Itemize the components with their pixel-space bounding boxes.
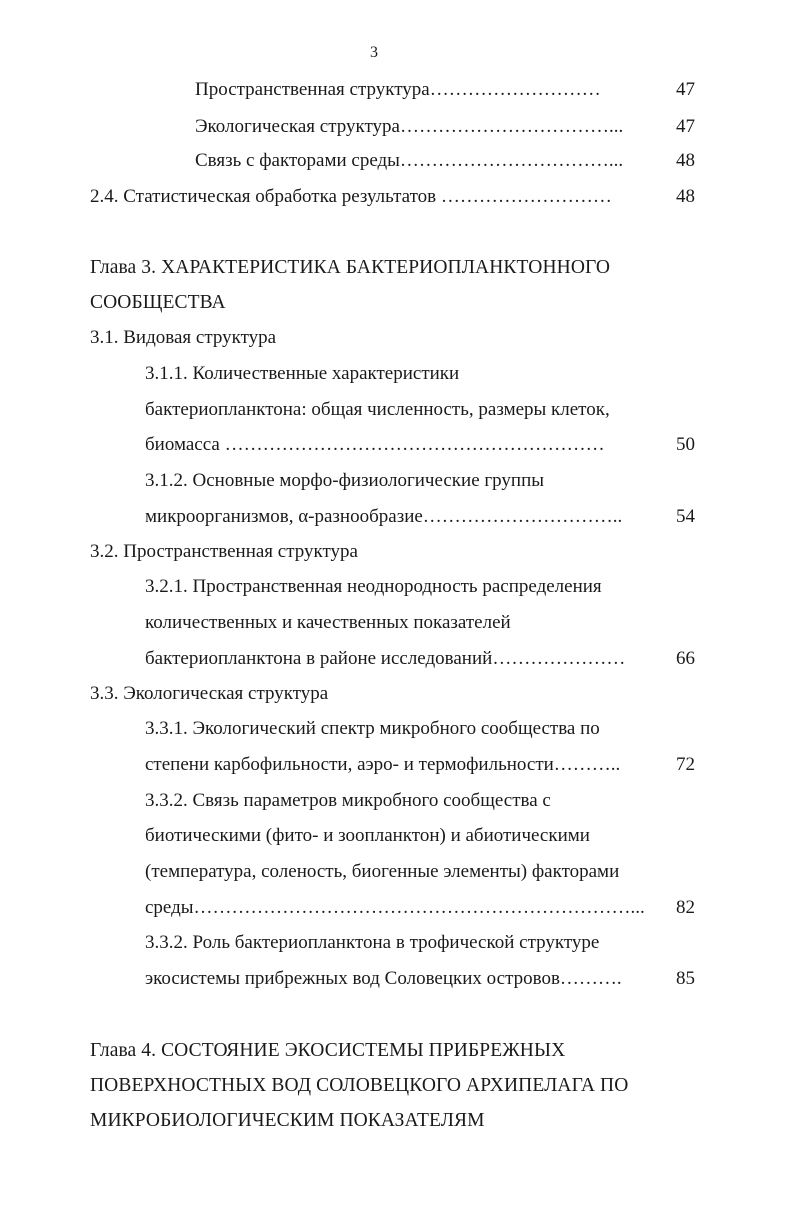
- entry-3-3-2-line2: биотическими (фито- и зоопланктон) и абиотическими: [145, 825, 590, 846]
- entry-3-3-1-line2: степени карбофильности, аэро- и термофильности………..: [145, 754, 621, 775]
- toc-entry-spatial-structure: Пространственная структура………………………: [195, 79, 601, 100]
- toc-page-number: 54: [676, 506, 695, 527]
- entry-3-2-1-line1: 3.2.1. Пространственная неоднородность распределения: [145, 576, 602, 597]
- chapter3-title-line1: Глава 3. ХАРАКТЕРИСТИКА БАКТЕРИОПЛАНКТОННОГО: [90, 257, 611, 278]
- toc-entry-environment-factors: Связь с факторами среды……………………………...: [195, 150, 624, 171]
- entry-3-3-2b-line1: 3.3.2. Роль бактериопланктона в трофической структуре: [145, 932, 600, 953]
- toc-page-number: 85: [676, 968, 695, 989]
- chapter4-title-line3: МИКРОБИОЛОГИЧЕСКИМ ПОКАЗАТЕЛЯМ: [90, 1110, 485, 1131]
- entry-3-2-1-line3: бактериопланктона в районе исследований…………………: [145, 648, 626, 669]
- entry-3-1-1-line3: биомасса ……………………………………………………: [145, 434, 605, 455]
- section-3-3-heading: 3.3. Экологическая структура: [90, 683, 329, 704]
- toc-entry-2-4: 2.4. Статистическая обработка результатов ………………………: [90, 186, 612, 207]
- entry-3-3-1-line1: 3.3.1. Экологический спектр микробного сообщества по: [145, 718, 600, 739]
- toc-page-number: 66: [676, 648, 695, 669]
- chapter4-title-line2: ПОВЕРХНОСТНЫХ ВОД СОЛОВЕЦКОГО АРХИПЕЛАГА ПО: [90, 1075, 629, 1096]
- toc-page-number: 47: [676, 116, 695, 137]
- toc-page-number: 50: [676, 434, 695, 455]
- entry-3-3-2-line1: 3.3.2. Связь параметров микробного сообщества с: [145, 790, 551, 811]
- page-number: 3: [370, 44, 378, 61]
- entry-3-1-1-line2: бактериопланктона: общая численность, размеры клеток,: [145, 399, 610, 420]
- chapter4-title-line1: Глава 4. СОСТОЯНИЕ ЭКОСИСТЕМЫ ПРИБРЕЖНЫХ: [90, 1040, 566, 1061]
- entry-3-3-2b-line2: экосистемы прибрежных вод Соловецких островов……….: [145, 968, 622, 989]
- section-3-2-heading: 3.2. Пространственная структура: [90, 541, 358, 562]
- entry-3-1-1-line1: 3.1.1. Количественные характеристики: [145, 363, 460, 384]
- toc-page-number: 82: [676, 897, 695, 918]
- entry-3-3-2-line4: среды……………………………………………………………...: [145, 897, 645, 918]
- entry-3-1-2-line1: 3.1.2. Основные морфо-физиологические группы: [145, 470, 545, 491]
- toc-page-number: 47: [676, 79, 695, 100]
- toc-page-number: 48: [676, 150, 695, 171]
- toc-entry-ecological-structure: Экологическая структура……………………………...: [195, 116, 624, 137]
- entry-3-2-1-line2: количественных и качественных показателей: [145, 612, 511, 633]
- toc-page-number: 48: [676, 186, 695, 207]
- toc-page-number: 72: [676, 754, 695, 775]
- entry-3-3-2-line3: (температура, соленость, биогенные элементы) факторами: [145, 861, 620, 882]
- chapter3-title-line2: СООБЩЕСТВА: [90, 292, 226, 313]
- section-3-1-heading: 3.1. Видовая структура: [90, 327, 277, 348]
- entry-3-1-2-line2: микроорганизмов, α-разнообразие…………………………..: [145, 506, 623, 527]
